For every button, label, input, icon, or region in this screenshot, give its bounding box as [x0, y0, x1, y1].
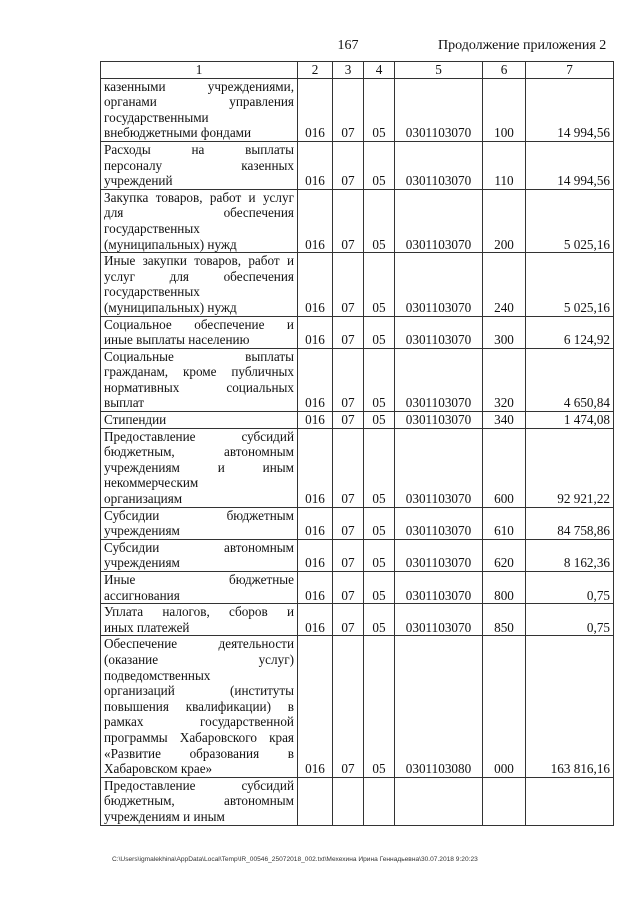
- target-article-code: 0301103070: [395, 539, 483, 571]
- section-code: 07: [333, 141, 364, 189]
- ministry-code: 016: [298, 507, 333, 539]
- target-article-code: 0301103080: [395, 636, 483, 777]
- table-row: [101, 777, 614, 825]
- section-code: [333, 777, 364, 825]
- target-article-code: [395, 777, 483, 825]
- description-line: подведомственных: [104, 667, 211, 683]
- subsection-code: 05: [364, 316, 395, 348]
- ministry-code: 016: [298, 348, 333, 411]
- row-description: [101, 539, 298, 571]
- description-line: «Развитие образования в: [104, 745, 294, 761]
- ministry-code: [298, 777, 333, 825]
- row-description: [101, 253, 298, 316]
- expense-type-code: 850: [483, 604, 526, 636]
- target-article-code: 0301103070: [395, 348, 483, 411]
- subsection-code: 05: [364, 428, 395, 507]
- ministry-code: 016: [298, 78, 333, 141]
- expense-type-code: 110: [483, 141, 526, 189]
- expense-type-code: 620: [483, 539, 526, 571]
- description-line: (муниципальных) нужд: [104, 299, 237, 315]
- ministry-code: 016: [298, 604, 333, 636]
- table-row: [101, 412, 614, 429]
- table-body: [101, 78, 614, 825]
- description-line: органами управления: [104, 94, 294, 110]
- description-line: иные выплаты населению: [104, 332, 250, 348]
- section-code: 07: [333, 428, 364, 507]
- subsection-code: 05: [364, 636, 395, 777]
- section-code: 07: [333, 253, 364, 316]
- column-header: 5: [395, 62, 483, 79]
- description-line: Субсидии автономным: [104, 539, 294, 555]
- description-line: программы Хабаровского края: [104, 729, 294, 745]
- section-code: 07: [333, 572, 364, 604]
- description-line: персоналу казенных: [104, 157, 294, 173]
- table-row: [101, 348, 614, 411]
- amount-value: 92 921,22: [526, 428, 614, 507]
- section-code: 07: [333, 348, 364, 411]
- expense-type-code: 200: [483, 189, 526, 252]
- expense-type-code: [483, 777, 526, 825]
- target-article-code: 0301103070: [395, 253, 483, 316]
- expense-type-code: 300: [483, 316, 526, 348]
- ministry-code: 016: [298, 412, 333, 429]
- table-row: [101, 539, 614, 571]
- description-line: бюджетным, автономным: [104, 444, 294, 460]
- table-row: [101, 316, 614, 348]
- expense-type-code: 800: [483, 572, 526, 604]
- description-line: для обеспечения: [104, 205, 294, 221]
- continuation-label: Продолжение приложения 2: [438, 38, 607, 53]
- description-line: государственными: [104, 109, 209, 125]
- amount-value: 163 816,16: [526, 636, 614, 777]
- amount-value: 1 474,08: [526, 412, 614, 429]
- column-header: 2: [298, 62, 333, 79]
- section-code: 07: [333, 78, 364, 141]
- row-description: [101, 572, 298, 604]
- description-line: Закупка товаров, работ и услуг: [104, 189, 294, 205]
- expense-type-code: 320: [483, 348, 526, 411]
- table-row: [101, 572, 614, 604]
- subsection-code: 05: [364, 604, 395, 636]
- description-line: организациям: [104, 491, 183, 507]
- description-line: (оказание услуг): [104, 651, 294, 667]
- row-description: [101, 604, 298, 636]
- amount-value: 0,75: [526, 572, 614, 604]
- section-code: 07: [333, 539, 364, 571]
- column-header: 7: [526, 62, 614, 79]
- table-row: [101, 428, 614, 507]
- amount-value: 5 025,16: [526, 189, 614, 252]
- amount-value: 84 758,86: [526, 507, 614, 539]
- target-article-code: 0301103070: [395, 189, 483, 252]
- target-article-code: 0301103070: [395, 428, 483, 507]
- description-line: учреждениям: [104, 523, 180, 539]
- target-article-code: 0301103070: [395, 141, 483, 189]
- row-description: [101, 636, 298, 777]
- column-header-row: [101, 62, 614, 79]
- description-line: (муниципальных) нужд: [104, 236, 237, 252]
- subsection-code: 05: [364, 507, 395, 539]
- expense-type-code: 610: [483, 507, 526, 539]
- description-line: Расходы на выплаты: [104, 141, 294, 157]
- row-description: [101, 507, 298, 539]
- amount-value: 8 162,36: [526, 539, 614, 571]
- description-line: Обеспечение деятельности: [104, 636, 294, 652]
- subsection-code: 05: [364, 348, 395, 411]
- subsection-code: 05: [364, 572, 395, 604]
- row-description: [101, 189, 298, 252]
- row-description: [101, 777, 298, 825]
- ministry-code: 016: [298, 572, 333, 604]
- section-code: 07: [333, 316, 364, 348]
- description-line: Субсидии бюджетным: [104, 507, 294, 523]
- description-line: нормативных социальных: [104, 379, 294, 395]
- ministry-code: 016: [298, 539, 333, 571]
- table-row: [101, 253, 614, 316]
- row-description: [101, 141, 298, 189]
- section-code: 07: [333, 412, 364, 429]
- amount-value: 4 650,84: [526, 348, 614, 411]
- section-code: 07: [333, 604, 364, 636]
- table-row: [101, 636, 614, 777]
- budget-table: [100, 61, 614, 826]
- expense-type-code: 340: [483, 412, 526, 429]
- description-line: услуг для обеспечения: [104, 268, 294, 284]
- file-path-footer: C:\Users\igmalekhina\AppData\Local\Temp\IR_00546_25072018_002.txt\Мехехина Ирина Геннадьевна\30.07.2018 9:20:23: [112, 856, 478, 863]
- table-row: [101, 604, 614, 636]
- description-line: гражданам, кроме публичных: [104, 364, 294, 380]
- column-header: 1: [101, 62, 298, 79]
- description-line: учреждениям и иным: [104, 459, 294, 475]
- section-code: 07: [333, 189, 364, 252]
- description-line: учреждениям и иным: [104, 808, 225, 824]
- amount-value: 5 025,16: [526, 253, 614, 316]
- expense-type-code: 100: [483, 78, 526, 141]
- subsection-code: 05: [364, 141, 395, 189]
- row-description: [101, 78, 298, 141]
- subsection-code: 05: [364, 253, 395, 316]
- ministry-code: 016: [298, 316, 333, 348]
- description-line: Социальное обеспечение и: [104, 316, 294, 332]
- section-code: 07: [333, 636, 364, 777]
- description-line: Хабаровском крае»: [104, 761, 213, 777]
- subsection-code: 05: [364, 78, 395, 141]
- page-number: 167: [337, 38, 359, 53]
- description-line: Предоставление субсидий: [104, 428, 294, 444]
- column-header: 3: [333, 62, 364, 79]
- target-article-code: 0301103070: [395, 78, 483, 141]
- row-description: [101, 412, 298, 429]
- expense-type-code: 600: [483, 428, 526, 507]
- table-row: [101, 141, 614, 189]
- description-line: учреждений: [104, 173, 173, 189]
- expense-type-code: 000: [483, 636, 526, 777]
- amount-value: 14 994,56: [526, 78, 614, 141]
- row-description: [101, 348, 298, 411]
- description-line: рамках государственной: [104, 714, 294, 730]
- description-line: выплат: [104, 395, 145, 411]
- description-line: организаций (институты: [104, 683, 294, 699]
- row-description: [101, 428, 298, 507]
- expense-type-code: 240: [483, 253, 526, 316]
- target-article-code: 0301103070: [395, 412, 483, 429]
- ministry-code: 016: [298, 189, 333, 252]
- column-header: 6: [483, 62, 526, 79]
- subsection-code: 05: [364, 412, 395, 429]
- amount-value: 14 994,56: [526, 141, 614, 189]
- description-line: государственных: [104, 220, 200, 236]
- description-line: Иные бюджетные: [104, 572, 294, 587]
- description-line: повышения квалификации) в: [104, 698, 294, 714]
- ministry-code: 016: [298, 636, 333, 777]
- subsection-code: [364, 777, 395, 825]
- description-line: государственных: [104, 284, 200, 300]
- ministry-code: 016: [298, 141, 333, 189]
- table-row: [101, 507, 614, 539]
- description-line: некоммерческим: [104, 475, 199, 491]
- description-line: Стипендии: [104, 412, 167, 428]
- description-line: Уплата налогов, сборов и: [104, 604, 294, 620]
- amount-value: 6 124,92: [526, 316, 614, 348]
- subsection-code: 05: [364, 189, 395, 252]
- target-article-code: 0301103070: [395, 604, 483, 636]
- table-row: [101, 78, 614, 141]
- column-header: 4: [364, 62, 395, 79]
- table-row: [101, 189, 614, 252]
- description-line: Иные закупки товаров, работ и: [104, 253, 294, 269]
- row-description: [101, 316, 298, 348]
- amount-value: 0,75: [526, 604, 614, 636]
- target-article-code: 0301103070: [395, 572, 483, 604]
- target-article-code: 0301103070: [395, 316, 483, 348]
- section-code: 07: [333, 507, 364, 539]
- description-line: Предоставление субсидий: [104, 777, 294, 793]
- subsection-code: 05: [364, 539, 395, 571]
- description-line: учреждениям: [104, 555, 180, 571]
- description-line: Социальные выплаты: [104, 348, 294, 364]
- description-line: внебюджетными фондами: [104, 125, 252, 141]
- description-line: иных платежей: [104, 619, 190, 635]
- description-line: казенными учреждениями,: [104, 78, 294, 94]
- amount-value: [526, 777, 614, 825]
- ministry-code: 016: [298, 253, 333, 316]
- description-line: бюджетным, автономным: [104, 793, 294, 809]
- target-article-code: 0301103070: [395, 507, 483, 539]
- ministry-code: 016: [298, 428, 333, 507]
- description-line: ассигнования: [104, 587, 180, 603]
